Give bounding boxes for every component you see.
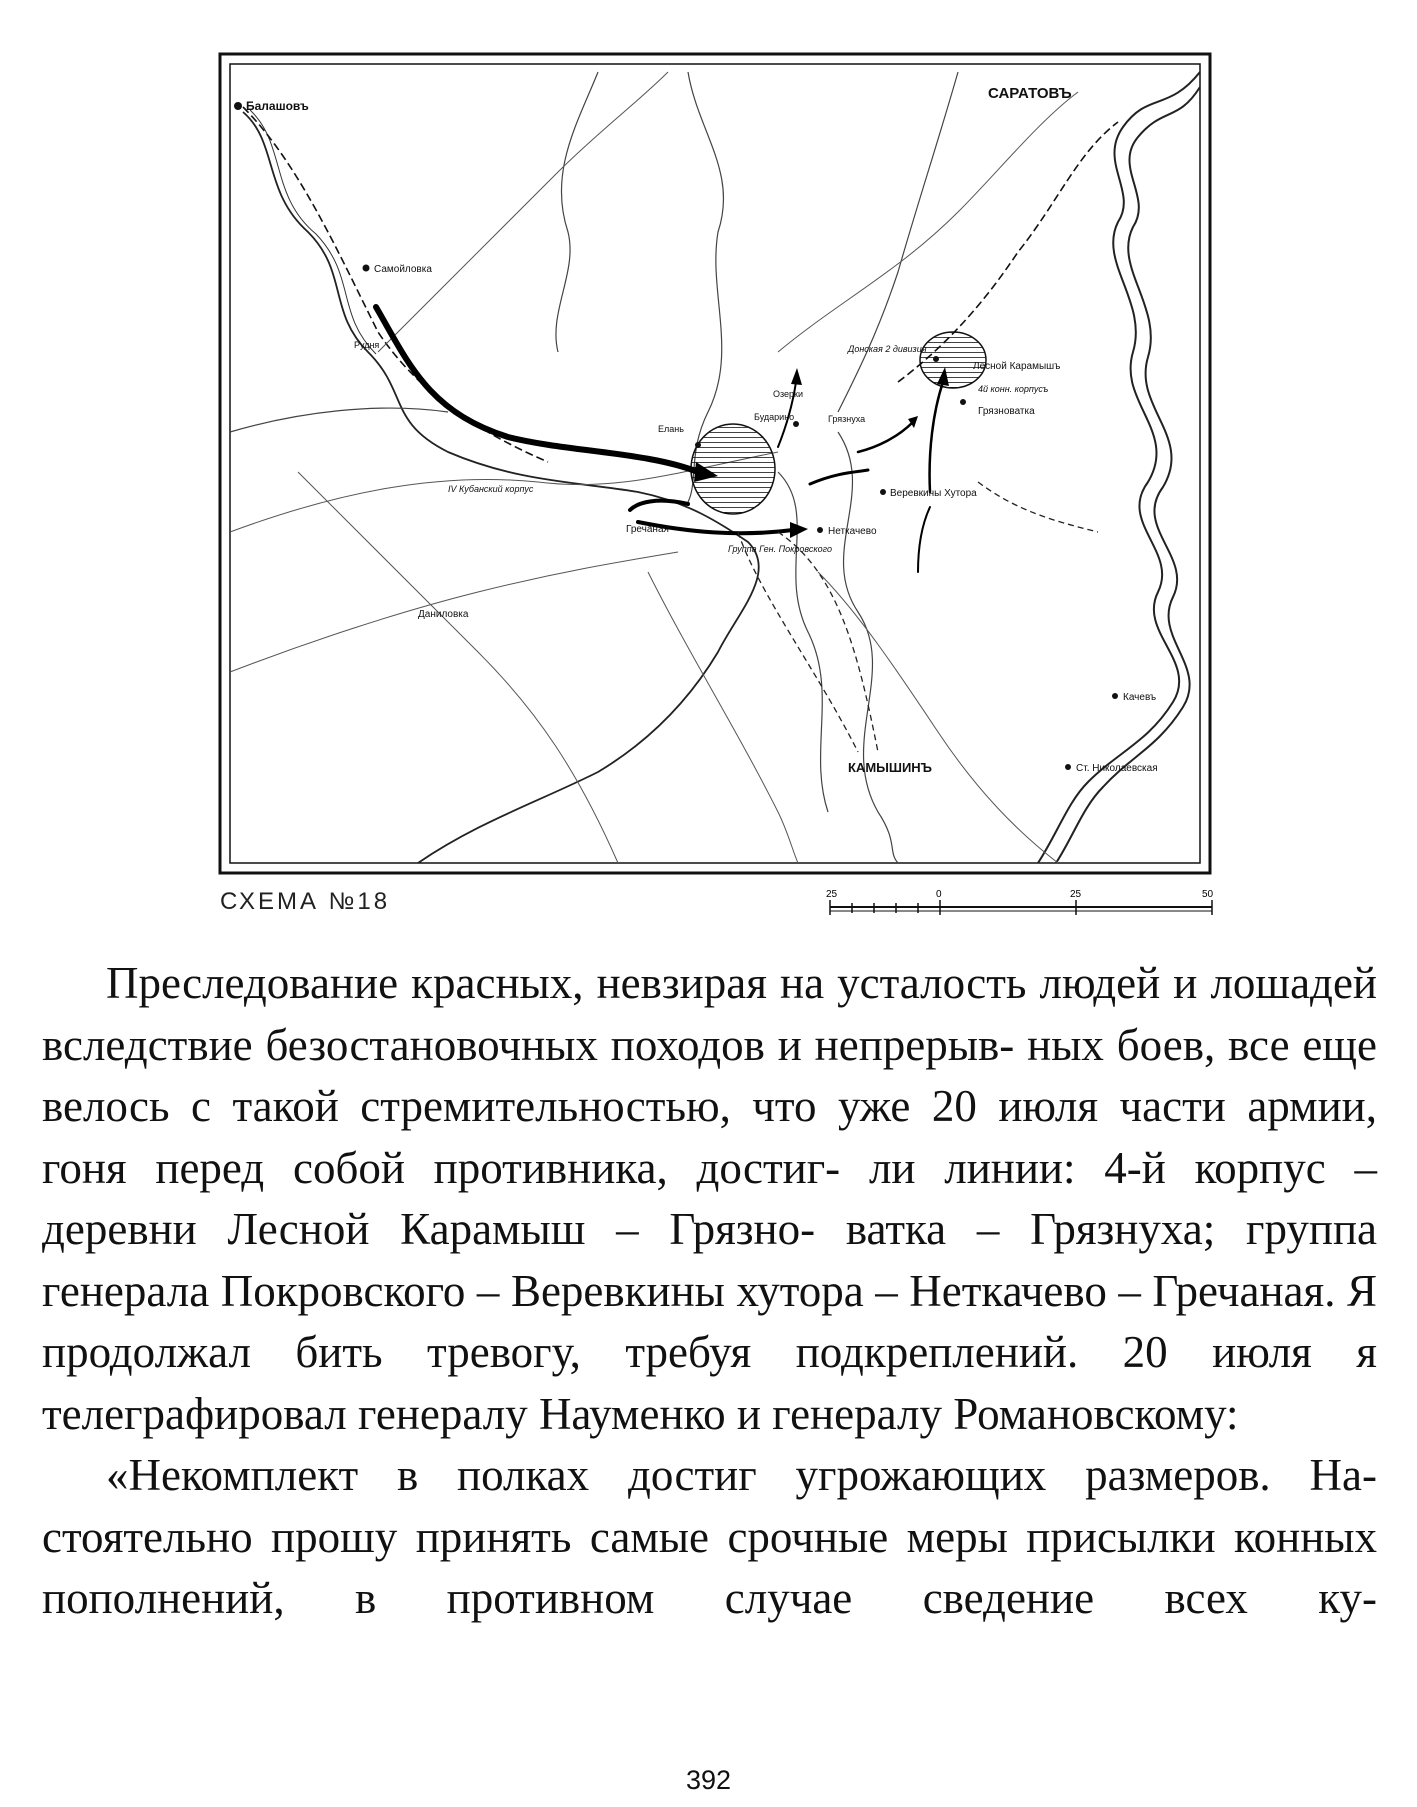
text-line: стоятельно прошу принять самые срочные меры присылки xyxy=(42,1511,1216,1562)
text-line: Преследование красных, невзирая на усталость людей и xyxy=(106,958,1198,1008)
text-line: ли линии: 4-й корпус – деревни Лесной Карамыш – Грязно- xyxy=(42,1142,1377,1254)
scale-label-25: 25 xyxy=(1070,889,1082,900)
text-line: ватка – Грязнуха; группа генерала Покровского – Веревкины xyxy=(42,1204,1378,1316)
map-scheme xyxy=(218,52,1214,877)
label-lesnoy-karamysh: Лесной Карамышъ xyxy=(973,361,1061,372)
figure-caption: СХЕМА №18 xyxy=(220,888,391,915)
scale-label-25-left: 25 xyxy=(826,889,838,900)
label-ozerki: Озерки xyxy=(773,389,804,399)
label-gryaznovatka: Грязноватка xyxy=(978,406,1035,417)
text-line: хутора – Неткачево – Гречаная. Я продолжал бить тревогу, xyxy=(42,1265,1377,1377)
scale-label-0: 0 xyxy=(936,889,942,900)
text-line: Науменко и генералу Романовскому: xyxy=(538,1388,1239,1439)
volga-river xyxy=(1038,72,1200,863)
page-number: 392 xyxy=(685,1765,732,1795)
label-netkachevo: Неткачево xyxy=(828,526,877,537)
text-line: 20 июля части армии, гоня перед собой противника, достиг- xyxy=(42,1081,1377,1193)
label-rudnya: Рудня xyxy=(354,340,380,350)
text-line: лошадей вследствие безостановочных походов и непрерыв- xyxy=(42,958,1377,1070)
paragraph-1 xyxy=(42,953,1377,1445)
label-kamyshin: КАМЫШИНЪ xyxy=(848,760,932,775)
body-text xyxy=(42,953,1377,1630)
hatched-area-north xyxy=(920,332,986,388)
label-budarino: Бударино xyxy=(754,412,795,422)
label-saratov: САРАТОВЪ xyxy=(988,85,1072,102)
paragraph-2 xyxy=(42,1445,1377,1630)
scale-bar xyxy=(826,885,1216,925)
label-cav-corps: 4й конн. корпусъ xyxy=(978,384,1049,394)
text-line: ных боев, все еще велось с такой стремительностью, что уже xyxy=(42,1019,1377,1131)
text-line: требуя подкреплений. 20 июля я телеграфировал генералу xyxy=(42,1327,1378,1439)
text-line: «Некомплект в полках достиг угрожающих размеров. На- xyxy=(106,1450,1377,1500)
label-balashov: Балашовъ xyxy=(246,99,309,113)
scale-label-50: 50 xyxy=(1202,889,1214,900)
label-kuban-corps: IV Кубанский корпус xyxy=(448,484,534,494)
label-gryaznukha: Грязнуха xyxy=(828,414,866,424)
label-pokrovsky-group: Группа Ген. Покровского xyxy=(728,544,832,554)
label-elan: Елань xyxy=(658,424,684,434)
label-kachev: Качевъ xyxy=(1123,692,1157,703)
text-line: конных пополнений, в противном случае сведение всех ку- xyxy=(42,1511,1378,1623)
label-grechanaya: Гречаная xyxy=(626,524,669,535)
label-verevkiny: Веревкины Хутора xyxy=(890,488,977,499)
label-nikolaevskaya: Ст. Николаевская xyxy=(1076,763,1158,774)
label-don-division: Донская 2 дивизия xyxy=(848,344,927,354)
label-samoylovka: Самойловка xyxy=(374,264,432,275)
label-danilovka: Даниловка xyxy=(418,609,469,620)
map-figure xyxy=(218,52,1214,877)
